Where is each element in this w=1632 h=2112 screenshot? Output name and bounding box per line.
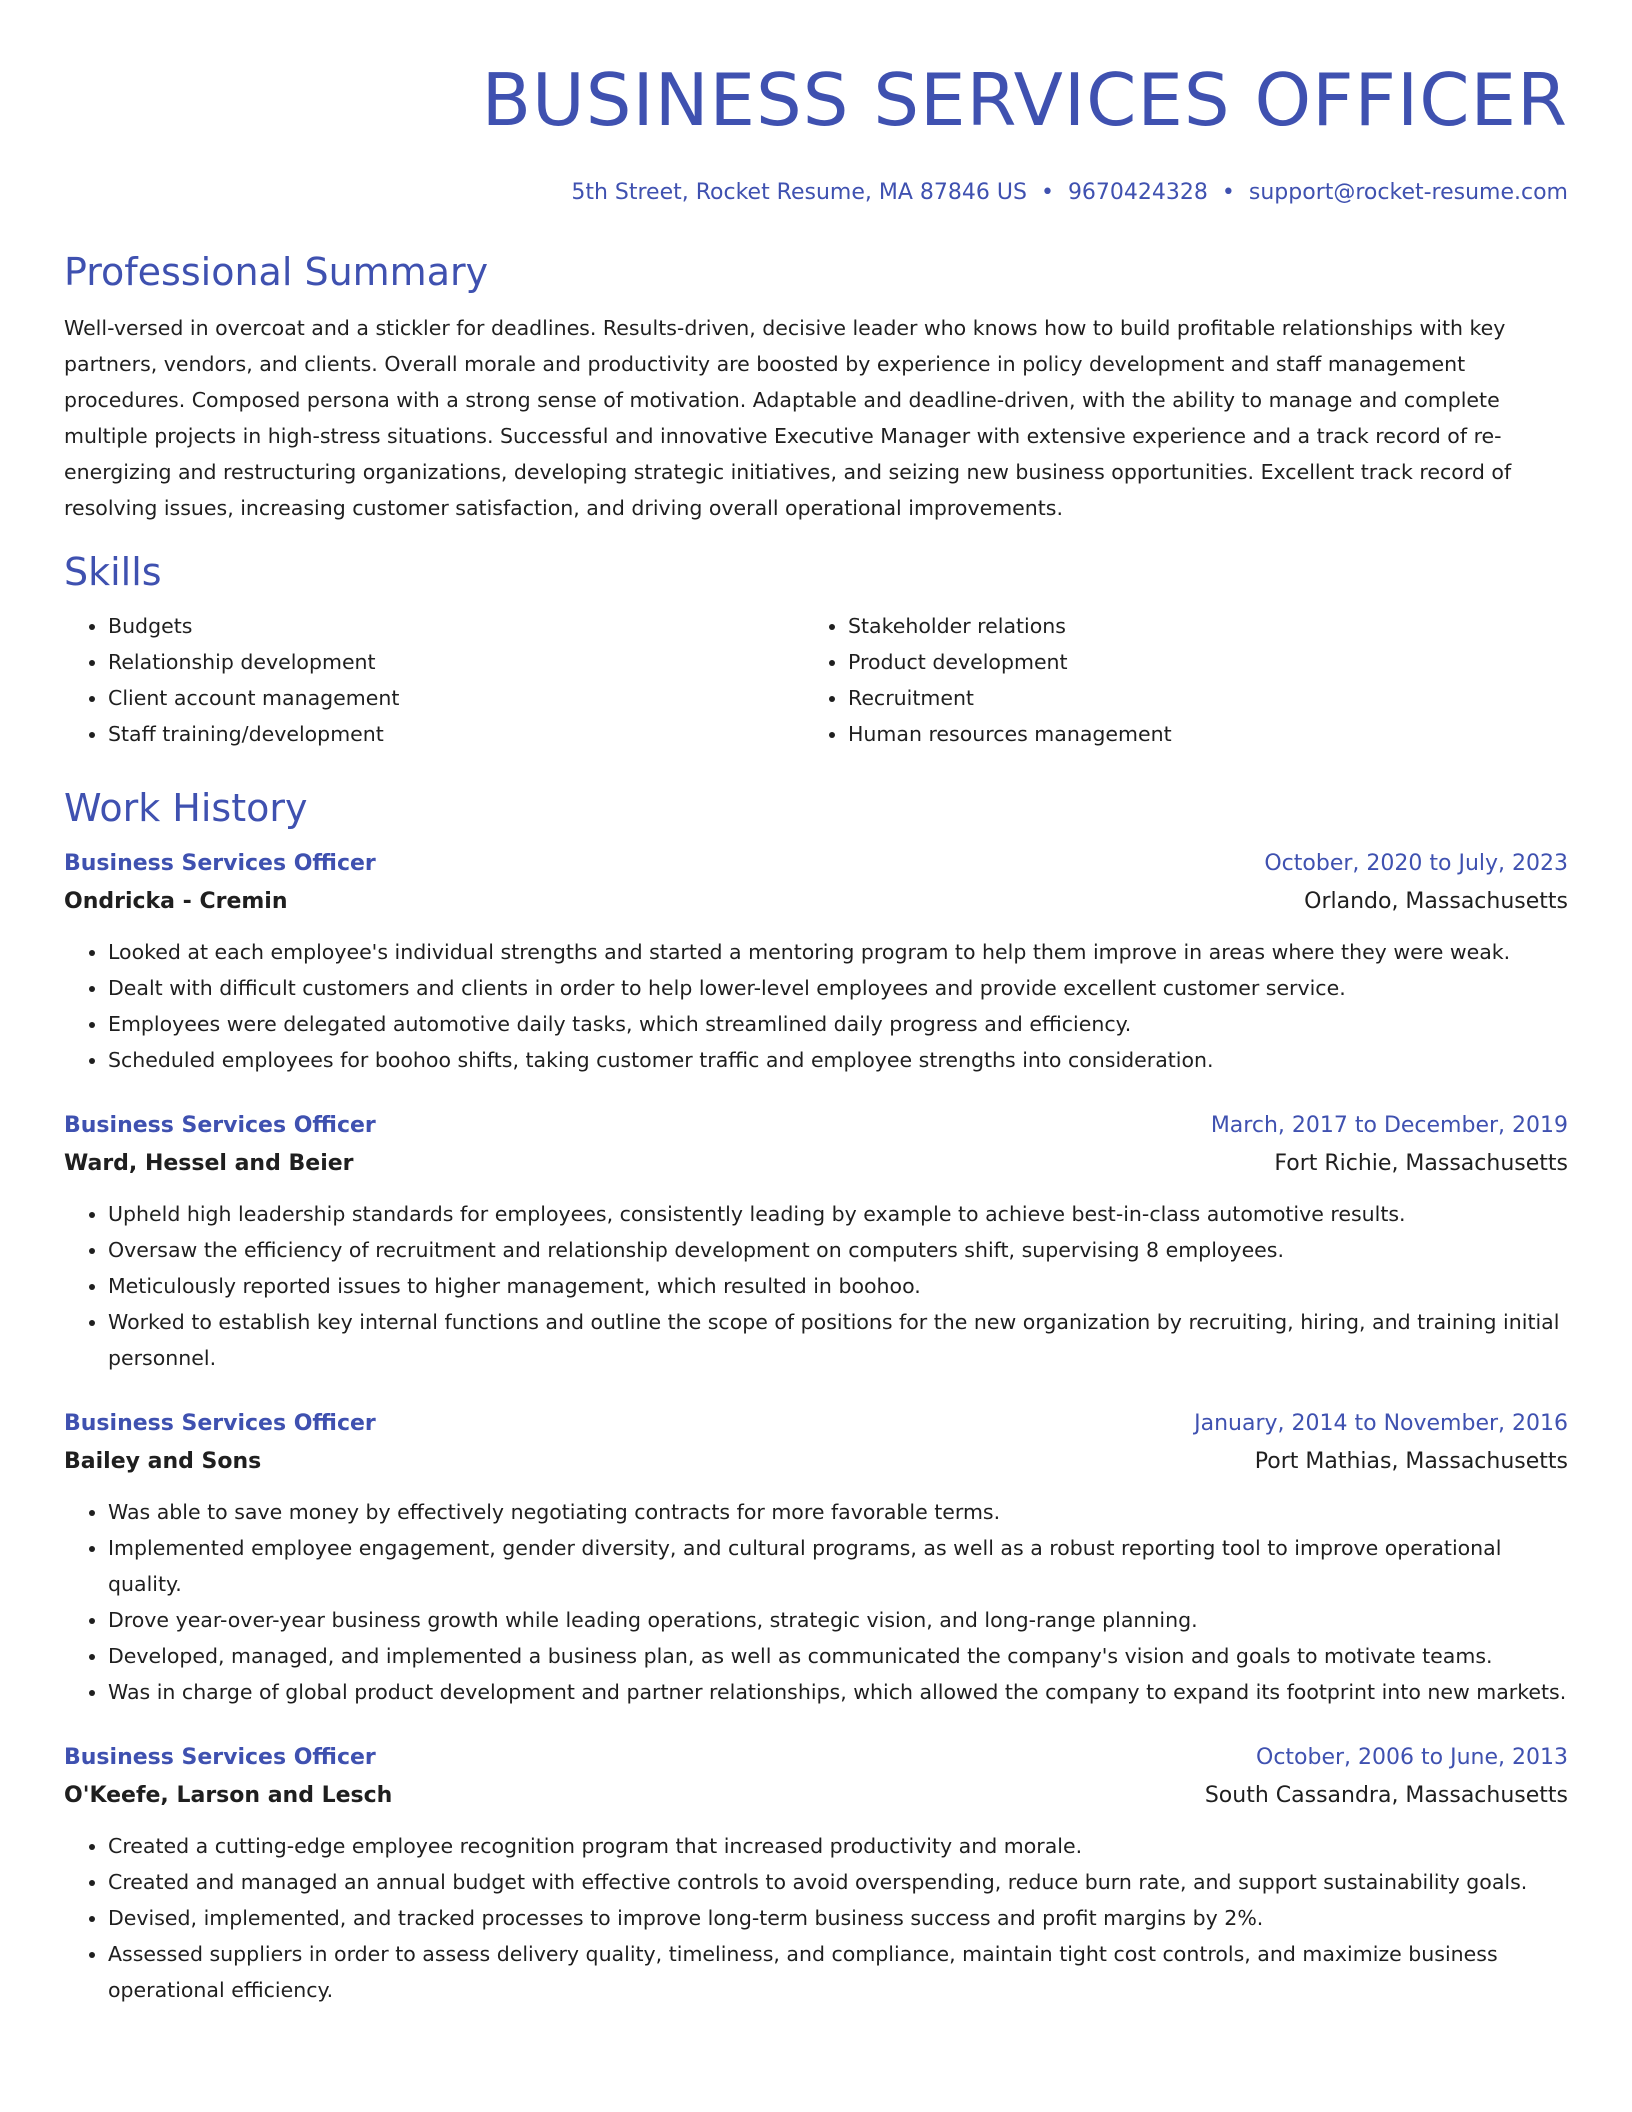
- skill-item: • Relationship development: [108, 644, 804, 680]
- job-title: Business Services Officer: [64, 1113, 376, 1138]
- job-bullet: • Worked to establish key internal functions and outline the scope of positions for the new organization by recruiting, hiring, and training initial personnel.: [108, 1304, 1568, 1376]
- skill-item: • Human resources management: [848, 716, 1544, 752]
- contact-separator: •: [1040, 180, 1054, 205]
- job-bullet: • Oversaw the efficiency of recruitment and relationship development on computers shift, supervising 8 employees.: [108, 1232, 1568, 1268]
- job-header-row: [64, 1740, 1568, 1776]
- contact-phone: 9670424328: [1067, 180, 1208, 205]
- job-dates: March, 2017 to December, 2019: [1210, 1113, 1568, 1138]
- job-entry: [64, 1108, 1568, 1376]
- skills-list: [64, 608, 1568, 752]
- job-bullet: • Drove year-over-year business growth while leading operations, strategic vision, and long-range planning.: [108, 1602, 1568, 1638]
- skill-item: • Stakeholder relations: [848, 608, 1544, 644]
- job-company-row: [64, 1144, 1568, 1184]
- job-bullet: • Meticulously reported issues to higher management, which resulted in boohoo.: [108, 1268, 1568, 1304]
- job-location: Fort Richie, Massachusetts: [1274, 1151, 1568, 1176]
- job-title: Business Services Officer: [64, 1411, 376, 1436]
- contact-line: [64, 178, 1568, 208]
- job-company: Ondricka - Cremin: [64, 889, 288, 914]
- job-bullet: • Assessed suppliers in order to assess delivery quality, timeliness, and compliance, maintain tight cost controls, and maximize business operational efficiency.: [108, 1936, 1568, 2008]
- summary-heading: Professional Summary: [64, 250, 489, 294]
- skill-item: • Client account management: [108, 680, 804, 716]
- job-bullet: • Developed, managed, and implemented a business plan, as well as communicated the company's vision and goals to motivate teams.: [108, 1638, 1568, 1674]
- job-bullet: • Employees were delegated automotive daily tasks, which streamlined daily progress and efficiency.: [108, 1006, 1568, 1042]
- job-bullet: • Implemented employee engagement, gender diversity, and cultural programs, as well as a robust reporting tool to improve operational quality.: [108, 1530, 1568, 1602]
- job-company-row: [64, 882, 1568, 922]
- skill-item: • Recruitment: [848, 680, 1544, 716]
- job-company-row: [64, 1442, 1568, 1482]
- job-header-row: [64, 1406, 1568, 1442]
- contact-separator: •: [1221, 180, 1235, 205]
- job-bullet: • Upheld high leadership standards for employees, consistently leading by example to achieve best-in-class automotive results.: [108, 1196, 1568, 1232]
- contact-address: 5th Street, Rocket Resume, MA 87846 US: [571, 180, 1027, 205]
- job-bullet: • Dealt with difficult customers and clients in order to help lower-level employees and provide excellent customer service.: [108, 970, 1568, 1006]
- job-bullet: • Was able to save money by effectively negotiating contracts for more favorable terms.: [108, 1494, 1568, 1530]
- skills-column-left: [64, 608, 804, 752]
- skill-item: • Budgets: [108, 608, 804, 644]
- work-history-heading: Work History: [64, 786, 308, 830]
- job-bullets: [64, 1828, 1568, 2008]
- job-company-row: [64, 1776, 1568, 1816]
- job-company: Bailey and Sons: [64, 1449, 262, 1474]
- skill-item: • Staff training/development: [108, 716, 804, 752]
- skills-column-right: [804, 608, 1544, 752]
- job-location: Orlando, Massachusetts: [1304, 889, 1568, 914]
- job-company: O'Keefe, Larson and Lesch: [64, 1783, 393, 1808]
- job-title: Business Services Officer: [64, 851, 376, 876]
- job-bullet: • Devised, implemented, and tracked processes to improve long-term business success and profit margins by 2%.: [108, 1900, 1568, 1936]
- job-dates: January, 2014 to November, 2016: [1194, 1411, 1568, 1436]
- job-header-row: [64, 846, 1568, 882]
- job-header-row: [64, 1108, 1568, 1144]
- job-bullet: • Scheduled employees for boohoo shifts, taking customer traffic and employee strengths into consideration.: [108, 1042, 1568, 1078]
- job-entry: [64, 1406, 1568, 1710]
- job-bullet: • Was in charge of global product development and partner relationships, which allowed the company to expand its footprint into new markets.: [108, 1674, 1568, 1710]
- contact-email[interactable]: support@rocket-resume.com: [1248, 180, 1568, 205]
- job-dates: October, 2020 to July, 2023: [1264, 851, 1568, 876]
- job-title: Business Services Officer: [64, 1745, 376, 1770]
- job-bullet: • Created and managed an annual budget with effective controls to avoid overspending, reduce burn rate, and support sustainability goals.: [108, 1864, 1568, 1900]
- skills-heading: Skills: [64, 550, 162, 594]
- job-bullets: [64, 934, 1568, 1078]
- job-bullets: [64, 1196, 1568, 1376]
- job-entry: [64, 846, 1568, 1078]
- summary-text: Well-versed in overcoat and a stickler for deadlines. Results-driven, decisive leader who knows how to build profitable relationships with key partners, vendors, and clients. Overall morale and productivity are boosted by experience in policy development and staff management procedures. Composed persona with a strong sense of motivation. Adaptable and deadline-driven, with the ability to manage and complete multiple projects in high-stress situations. Successful and innovative Executive Manager with extensive experience and a track record of re-energizing and restructuring organizations, developing strategic initiatives, and seizing new business opportunities. Excellent track record of resolving issues, increasing customer satisfaction, and driving overall operational improvements.: [64, 316, 1512, 520]
- job-bullet: • Looked at each employee's individual strengths and started a mentoring program to help them improve in areas where they were weak.: [108, 934, 1568, 970]
- job-dates: October, 2006 to June, 2013: [1256, 1745, 1568, 1770]
- skill-item: • Product development: [848, 644, 1544, 680]
- resume-name-title: BUSINESS SERVICES OFFICER: [481, 58, 1568, 142]
- job-location: South Cassandra, Massachusetts: [1204, 1783, 1568, 1808]
- job-bullets: [64, 1494, 1568, 1710]
- job-entry: [64, 1740, 1568, 2008]
- job-location: Port Mathias, Massachusetts: [1254, 1449, 1568, 1474]
- job-company: Ward, Hessel and Beier: [64, 1151, 354, 1176]
- job-bullet: • Created a cutting-edge employee recognition program that increased productivity and morale.: [108, 1828, 1568, 1864]
